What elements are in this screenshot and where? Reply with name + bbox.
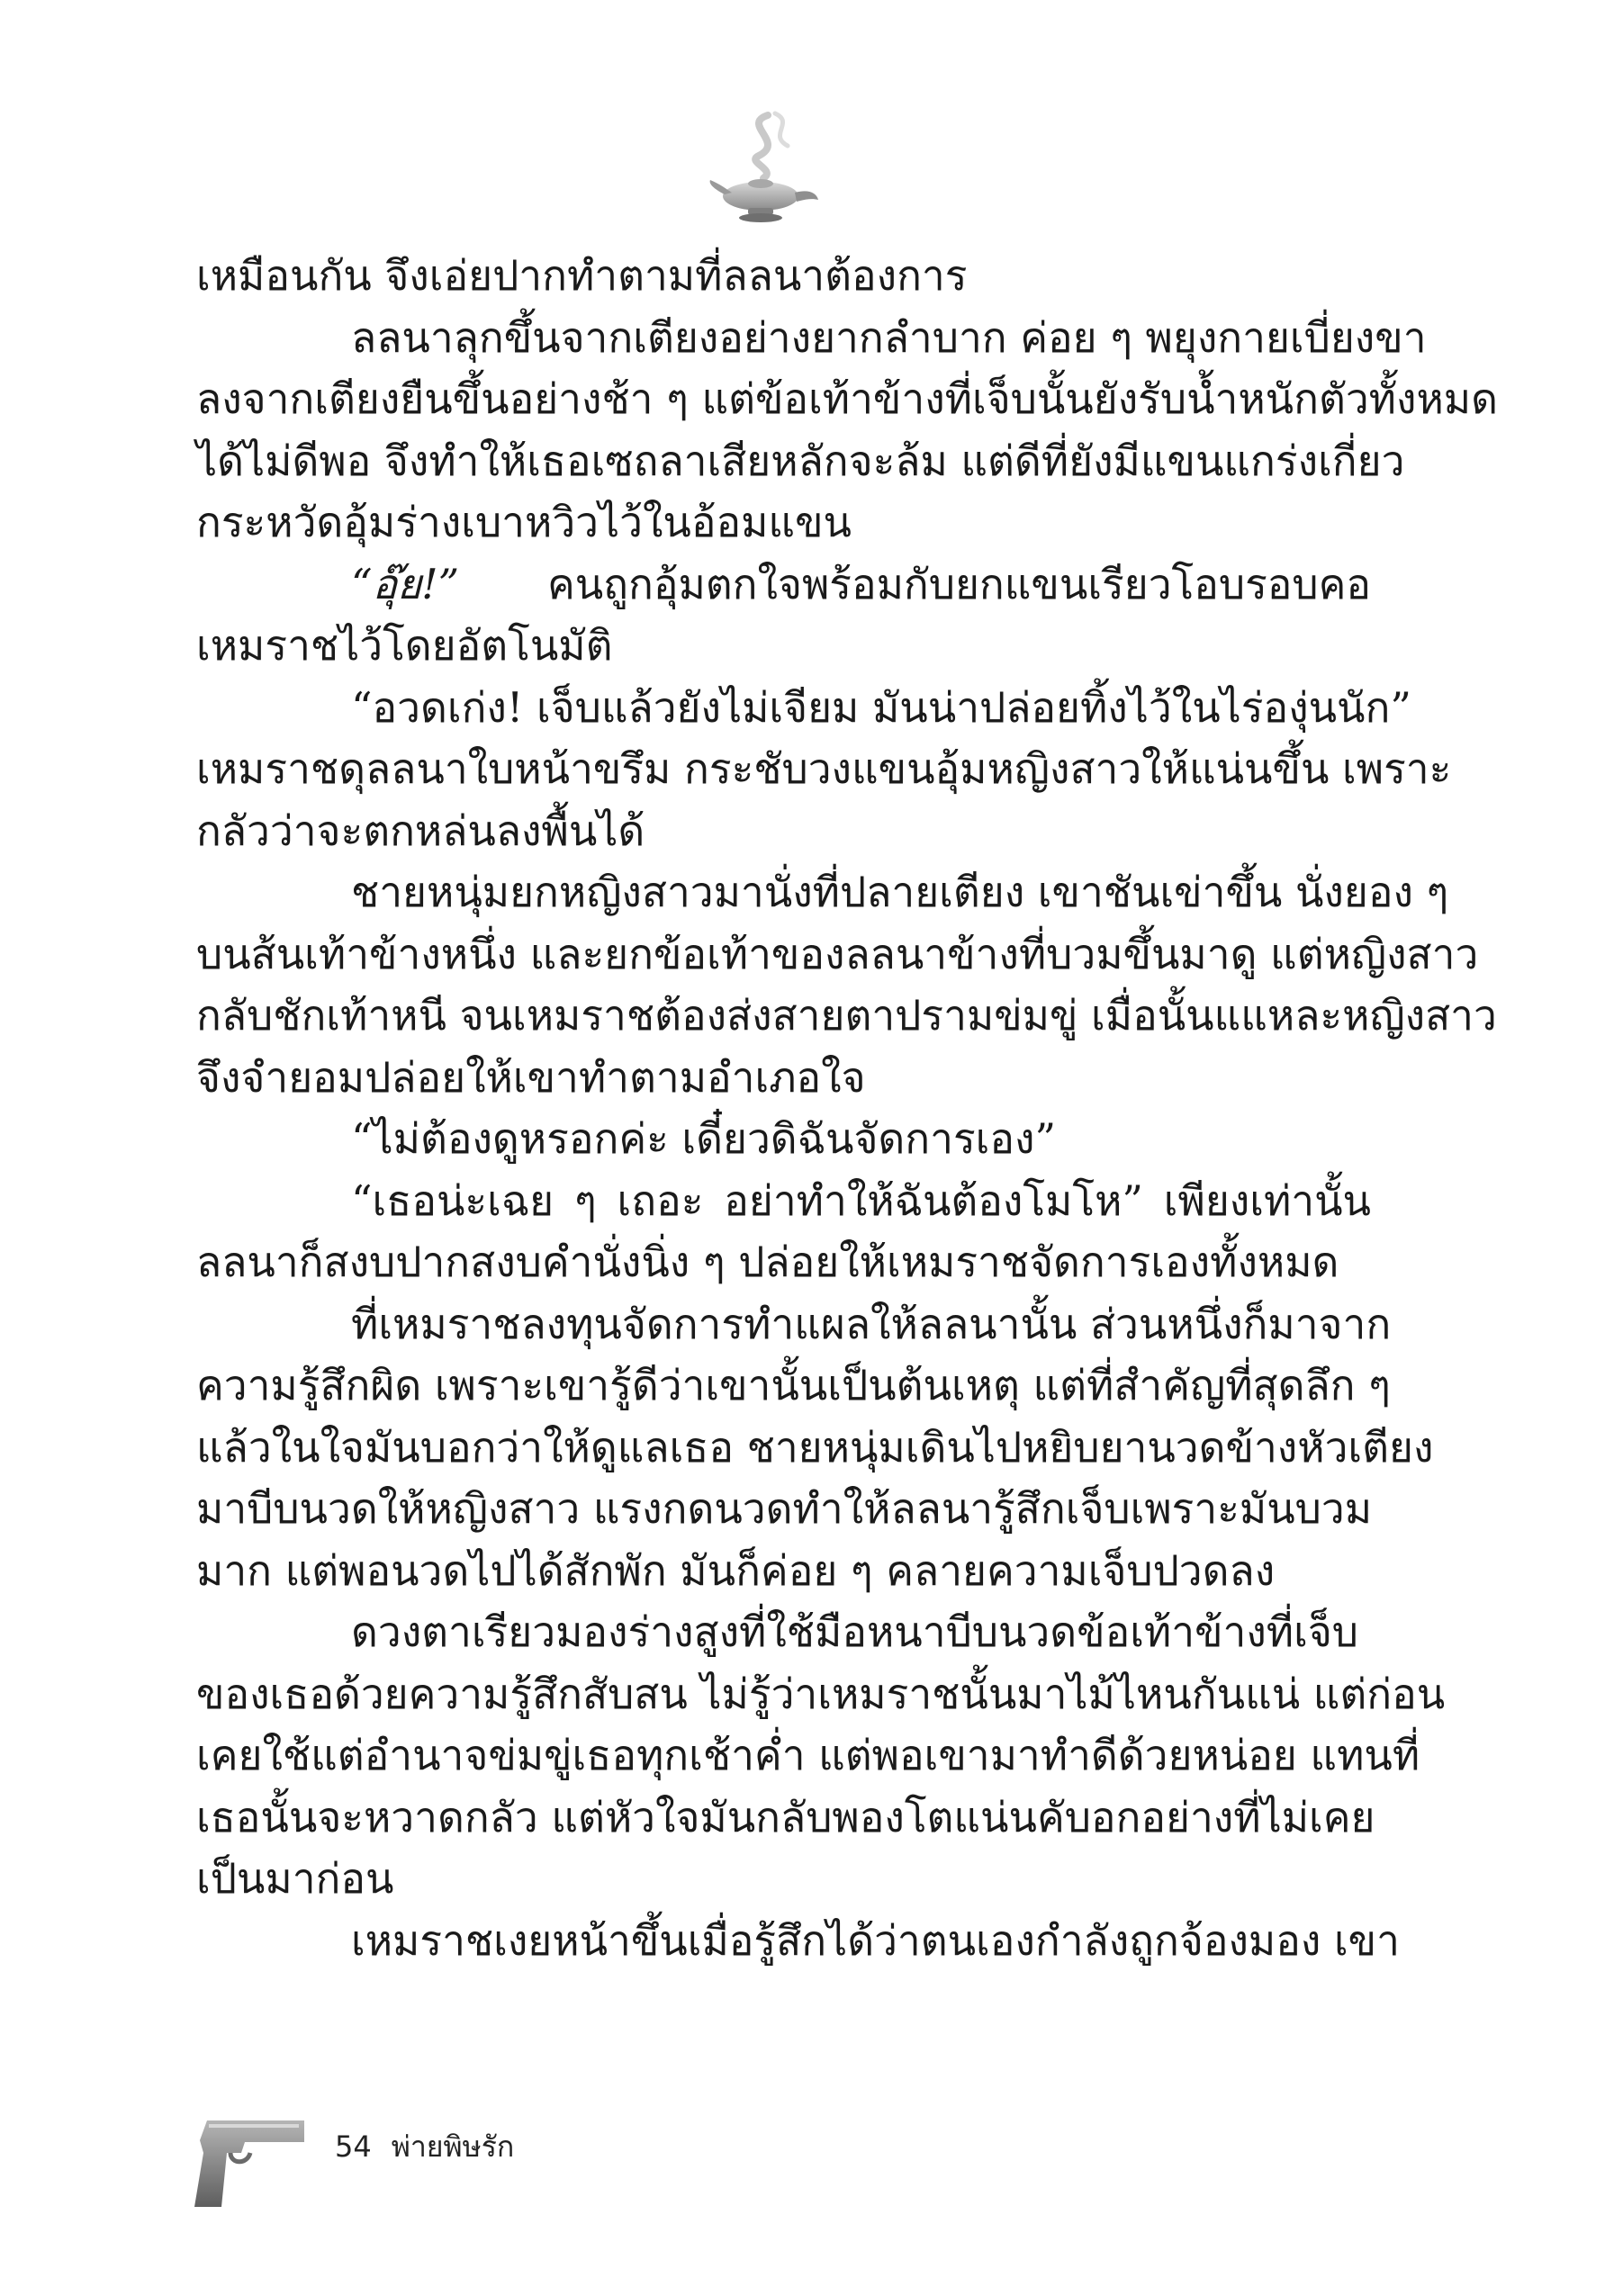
- text-line: จึงจำยอมปล่อยให้เขาทำตามอำเภอใจ: [196, 1052, 866, 1102]
- text-line: มาบีบนวดให้หญิงสาว แรงกดนวดทำให้ลลนารู้สึกเจ็บเพราะมันบวม: [196, 1484, 1373, 1533]
- text-line: เหมราชไว้โดยอัตโนมัติ: [196, 621, 613, 670]
- exclamation: “อุ๊ย!”: [351, 559, 460, 608]
- text-line: “อวดเก่ง! เจ็บแล้วยังไม่เจียม มันน่าปล่อยทิ้งไว้ในไร่องุ่นนัก”: [351, 682, 1411, 732]
- text-line: เหมราชดุลลนาใบหน้าขรึม กระชับวงแขนอุ้มหญิงสาวให้แน่นขึ้น เพราะ: [196, 744, 1452, 793]
- text-line: เหมือนกัน จึงเอ่ยปากทำตามที่ลลนาต้องการ: [196, 251, 968, 300]
- book-title: พ่ายพิษรัก: [391, 2129, 515, 2164]
- text-line: ความรู้สึกผิด เพราะเขารู้ดีว่าเขานั้นเป็นต้นเหตุ แต่ที่สำคัญที่สุดลึก ๆ: [196, 1361, 1391, 1409]
- text-line: กระหวัดอุ้มร่างเบาหวิวไว้ในอ้อมแขน: [196, 498, 852, 546]
- text-line: ลงจากเตียงยืนขึ้นอย่างช้า ๆ แต่ข้อเท้าข้างที่เจ็บนั้นยังรับน้ำหนักตัวทั้งหมด: [196, 374, 1498, 423]
- genie-lamp-icon: [705, 106, 822, 232]
- text-line: กลับชักเท้าหนี จนเหมราชต้องส่งสายตาปรามข่มขู่ เมื่อนั้นแแหละหญิงสาว: [196, 991, 1497, 1040]
- page-number: 54: [335, 2129, 372, 2164]
- text-line: กลัวว่าจะตกหล่นลงพื้นได้: [196, 806, 645, 855]
- text-line: “ไม่ต้องดูหรอกค่ะ เดี๋ยวดิฉันจัดการเอง”: [351, 1114, 1056, 1163]
- text-line: มาก แต่พอนวดไปได้สักพัก มันก็ค่อย ๆ คลายความเจ็บปวดลง: [196, 1545, 1276, 1595]
- text-line: ดวงตาเรียวมองร่างสูงที่ใช้มือหนาบีบนวดข้อเท้าข้างที่เจ็บ: [351, 1607, 1359, 1656]
- text-line: แล้วในใจมันบอกว่าให้ดูแลเธอ ชายหนุ่มเดินไปหยิบยานวดข้างหัวเตียง: [196, 1422, 1434, 1472]
- text-line: เคยใช้แต่อำนาจข่มขู่เธอทุกเช้าค่ำ แต่พอเขามาทำดีด้วยหน่อย แทนที่: [196, 1731, 1420, 1779]
- text-line: “เธอน่ะเฉย ๆ เถอะ อย่าทำให้ฉันต้องโมโห” เพียงเท่านั้น: [351, 1175, 1371, 1225]
- pistol-icon: [191, 2113, 308, 2212]
- page-footer: [191, 2113, 641, 2221]
- folio: [335, 2124, 534, 2170]
- text-line: เหมราชเงยหน้าขึ้นเมื่อรู้สึกได้ว่าตนเองกำลังถูกจ้องมอง เขา: [351, 1915, 1400, 1965]
- text-line: ที่เหมราชลงทุนจัดการทำแผลให้ลลนานั้น ส่วนหนึ่งก็มาจาก: [351, 1299, 1392, 1348]
- text-line: “อุ๊ย!” คนถูกอุ้มตกใจพร้อมกับยกแขนเรียวโอบรอบคอ: [351, 559, 1371, 608]
- text-line: ได้ไม่ดีพอ จึงทำให้เธอเซถลาเสียหลักจะล้ม แต่ดีที่ยังมีแขนแกร่งเกี่ยว: [196, 436, 1405, 485]
- text-line: บนส้นเท้าข้างหนึ่ง และยกข้อเท้าของลลนาข้างที่บวมขึ้นมาดู แต่หญิงสาว: [196, 929, 1479, 978]
- text-line: ลลนาลุกขึ้นจากเตียงอย่างยากลำบาก ค่อย ๆ พยุงกายเบี่ยงขา: [351, 312, 1427, 362]
- text-line: ของเธอด้วยความรู้สึกสับสน ไม่รู้ว่าเหมราชนั้นมาไม้ไหนกันแน่ แต่ก่อน: [196, 1669, 1446, 1718]
- text-line: ลลนาก็สงบปากสงบคำนั่งนิ่ง ๆ ปล่อยให้เหมราชจัดการเองทั้งหมด: [196, 1238, 1339, 1286]
- text-line: เป็นมาก่อน: [196, 1854, 394, 1903]
- text-line: เธอนั้นจะหวาดกลัว แต่หัวใจมันกลับพองโตแน่นคับอกอย่างที่ไม่เคย: [196, 1792, 1375, 1841]
- page-body: [196, 245, 1498, 1971]
- text-line: ชายหนุ่มยกหญิงสาวมานั่งที่ปลายเตียง เขาชันเข่าขึ้น นั่งยอง ๆ: [351, 868, 1449, 916]
